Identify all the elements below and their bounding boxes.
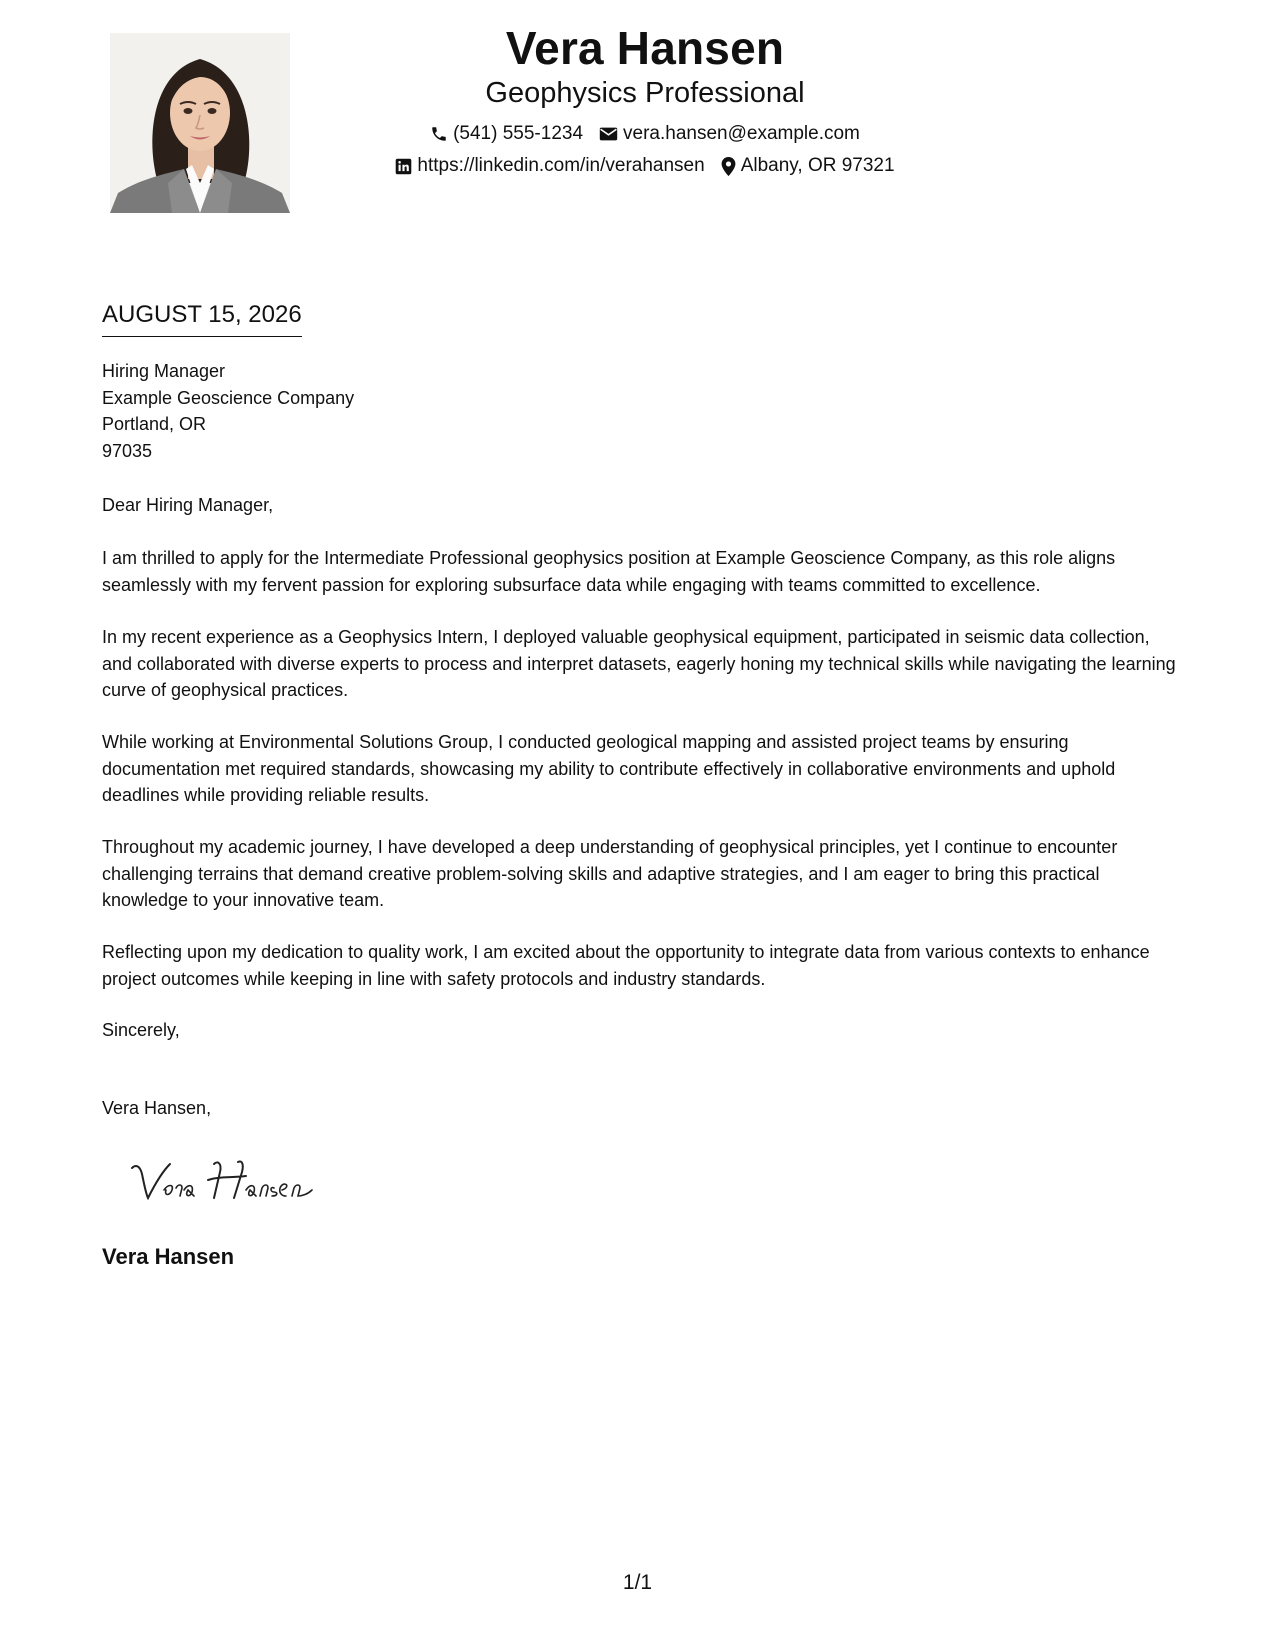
contact-row-primary [290,122,1000,146]
handwritten-signature [128,1150,338,1220]
portrait-illustration [110,33,290,213]
closing: Sincerely, [102,1020,180,1040]
email-text: vera.hansen@example.com [623,123,860,144]
body-paragraph: I am thrilled to apply for the Intermediate Professional geophysics position at Example Geoscience Company, as this role aligns seamlessly with my fervent passion for exploring subsurface data while engaging with teams committed to excellence. [102,548,1116,595]
signoff-name: Vera Hansen, [102,1098,212,1118]
recipient-line: Portland, OR [102,414,207,434]
phone-text: (541) 555-1234 [453,123,584,144]
location-text: Albany, OR 97321 [740,155,895,176]
letter-date: AUGUST 15, 2026 [102,300,302,337]
linkedin-text: https://linkedin.com/in/verahansen [417,155,705,176]
recipient-address [102,358,1182,464]
signature-image [128,1150,338,1220]
recipient-line: Example Geoscience Company [102,387,355,408]
printed-name: Vera Hansen [102,1244,235,1269]
body-paragraph: Throughout my academic journey, I have developed a deep understanding of geophysical principles, yet I continue to encounter challenging terrains that demand creative problem-solving skills and adaptive strategies, and I am eager to bring this practical knowledge to your innovative team. [102,837,1118,910]
body-paragraph: In my recent experience as a Geophysics Intern, I deployed valuable geophysical equipment, participated in seismic data collection, and collaborated with diverse experts to process and interpret datasets, eagerly honing my technical skills while navigating the learning curve of geophysical practices. [102,627,1176,700]
contact-phone[interactable] [430,122,583,146]
candidate-name: Vera Hansen [505,22,785,74]
linkedin-icon [395,158,412,175]
contact-row-secondary [290,154,1000,178]
contact-email[interactable] [599,122,860,146]
contact-linkedin[interactable] [395,154,704,178]
resume-header [290,20,1000,178]
recipient-line: Hiring Manager [102,361,226,381]
profile-photo [110,33,290,213]
phone-icon [430,125,448,143]
candidate-title: Geophysics Professional [485,77,805,109]
contact-location [721,154,895,178]
recipient-line: 97035 [102,440,153,461]
envelope-icon [599,126,618,142]
map-pin-icon [721,157,736,176]
body-paragraph: Reflecting upon my dedication to quality work, I am excited about the opportunity to integrate data from various contexts to enhance project outcomes while keeping in line with safety protocols and industry standards. [102,942,1150,989]
page-number: 1/1 [622,1571,653,1594]
body-paragraph: While working at Environmental Solutions Group, I conducted geological mapping and assisted project teams by ensuring documentation met required standards, showcasing my ability to contribute effectively in collaborative environments and uphold deadlines while providing reliable results. [102,732,1116,805]
salutation: Dear Hiring Manager, [102,495,274,515]
